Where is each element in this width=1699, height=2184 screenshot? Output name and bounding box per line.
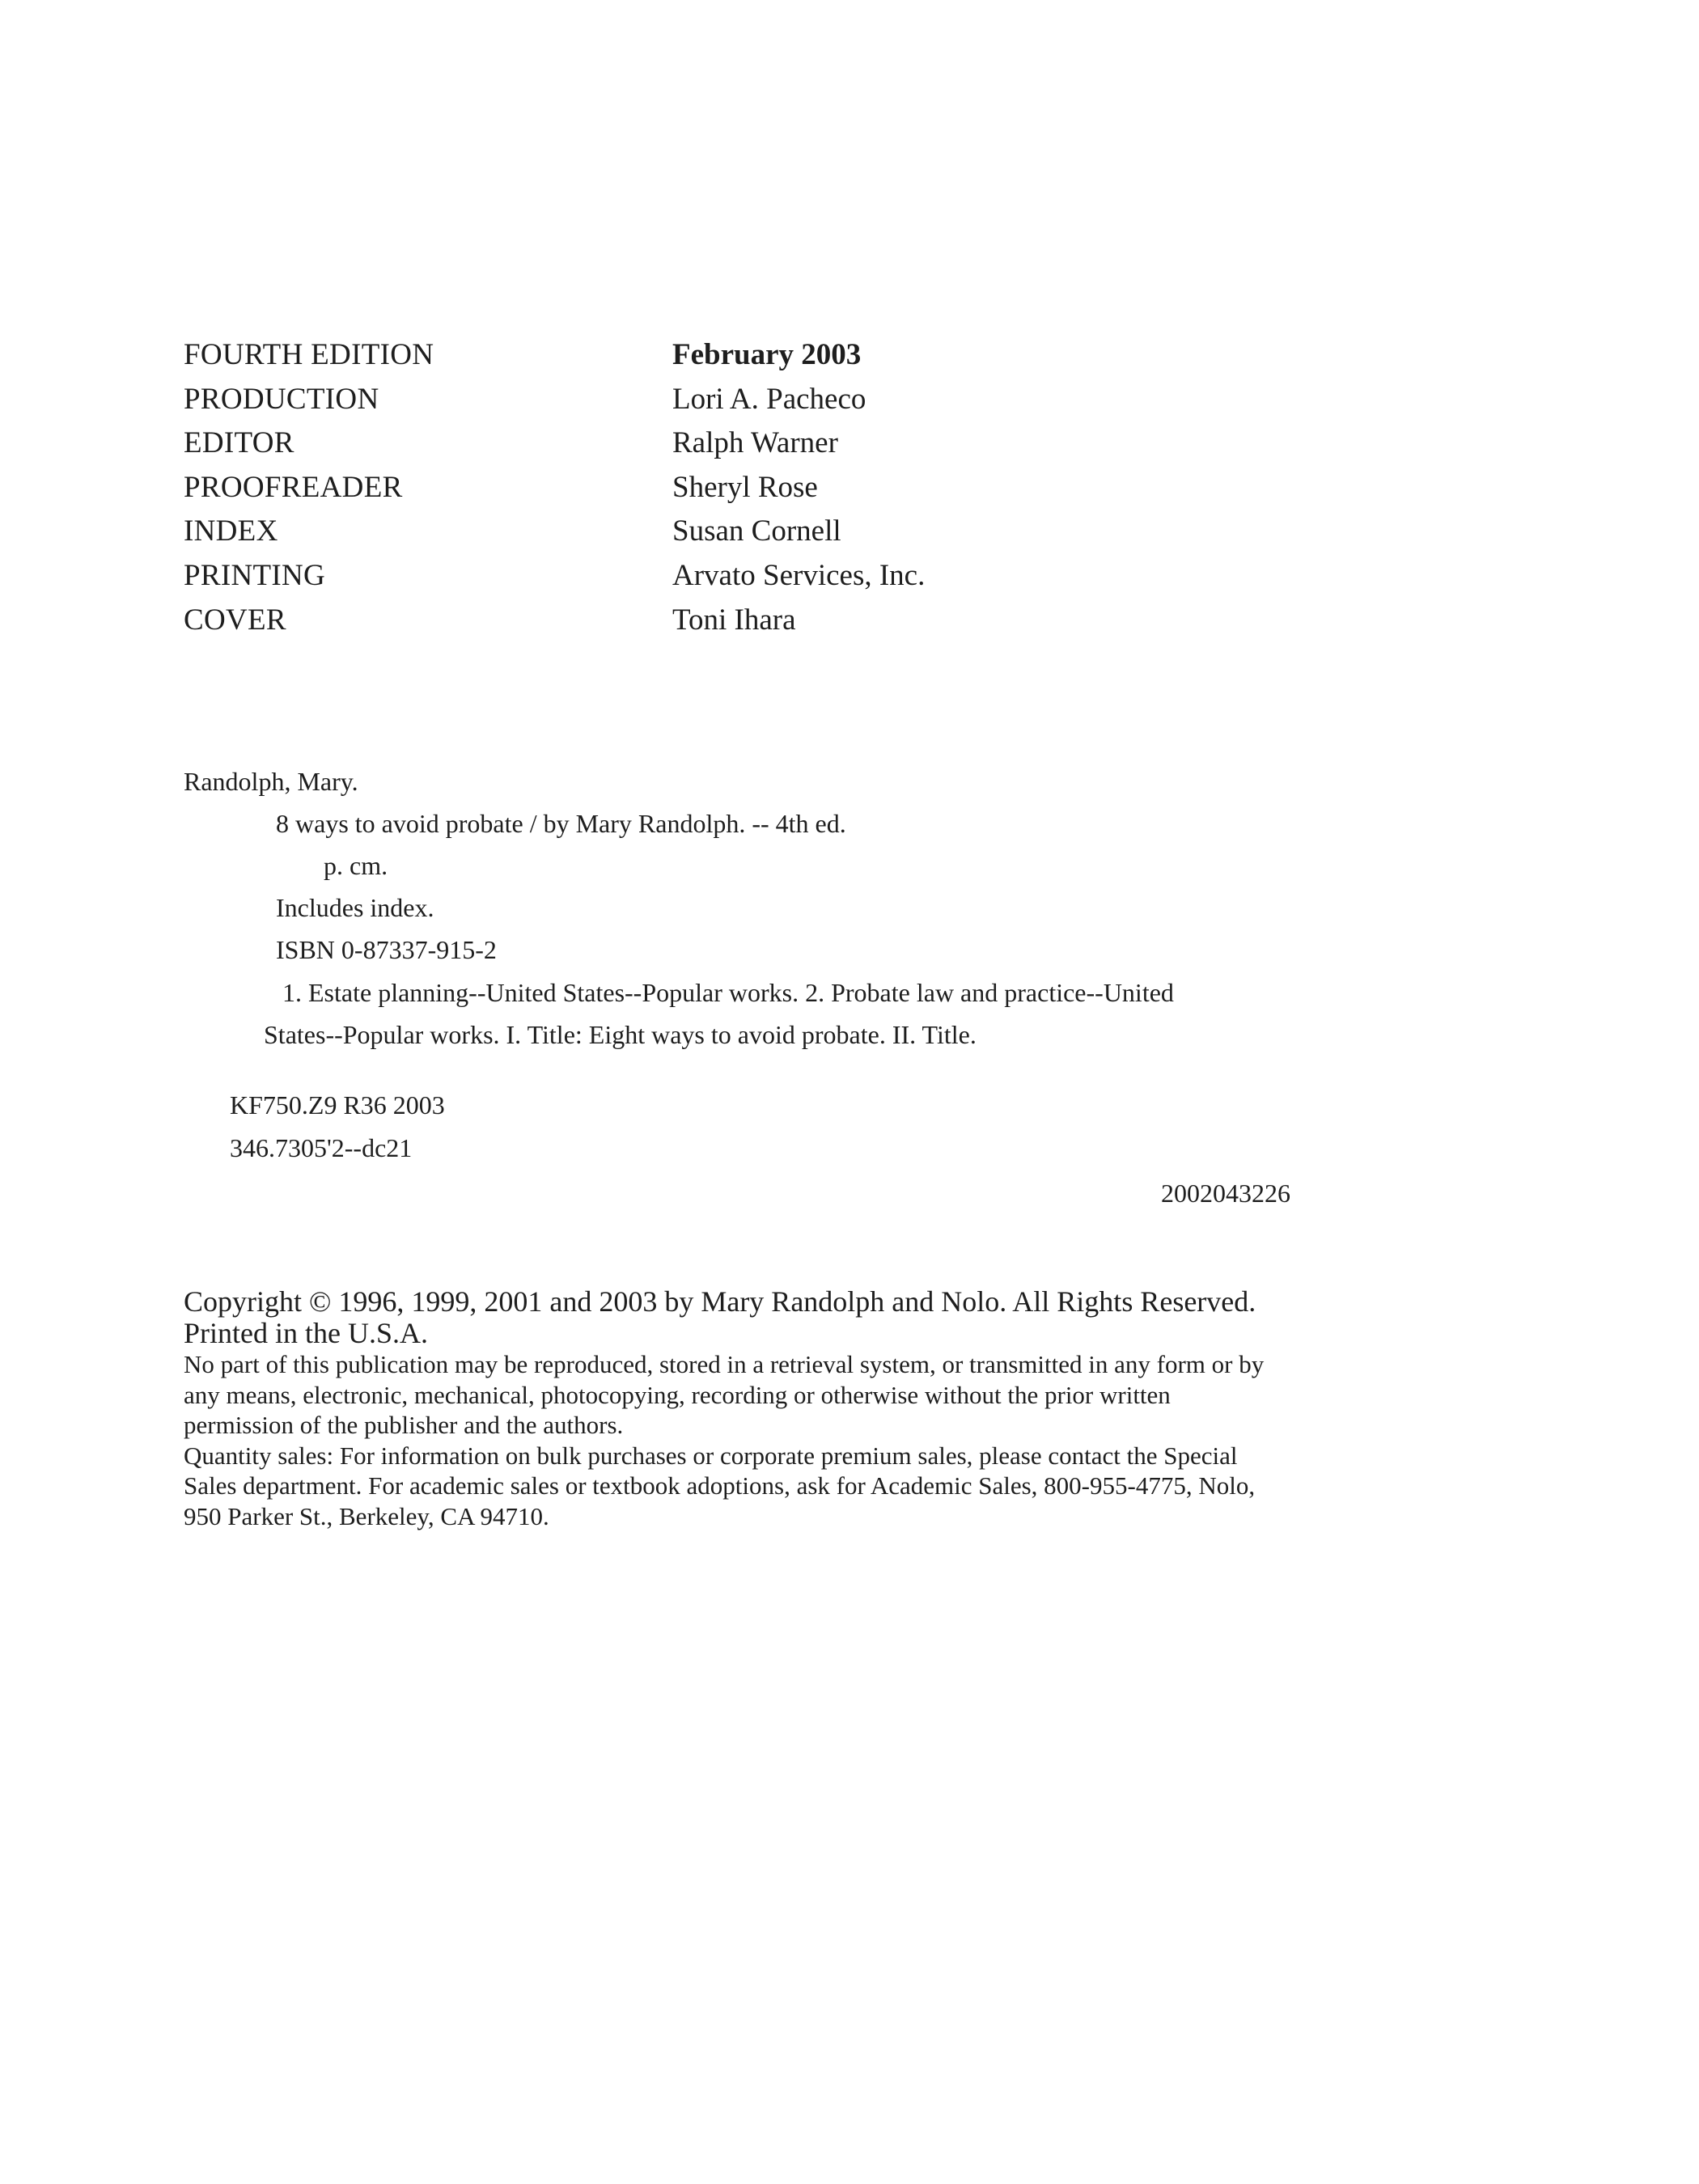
credit-row-editor (184, 421, 1155, 466)
cip-title-line: 8 ways to avoid probate / by Mary Randolph. -- 4th ed. (276, 809, 846, 838)
cip-dewey: 346.7305'2--dc21 (230, 1133, 413, 1162)
credit-name: Toni Ihara (672, 603, 796, 637)
quantity-sales-line: 950 Parker St., Berkeley, CA 94710. (184, 1501, 549, 1530)
credits-list (184, 333, 1155, 642)
reproduction-notice-line: No part of this publication may be reproduced, stored in a retrieval system, or transmitted in any form or by (184, 1350, 1265, 1378)
credit-role: INDEX (184, 514, 278, 548)
credit-role: FOURTH EDITION (184, 338, 434, 371)
cip-lc-class: KF750.Z9 R36 2003 (230, 1090, 445, 1120)
edition-date: February 2003 (672, 338, 862, 371)
credit-row-index (184, 510, 1155, 554)
credit-role: PROOFREADER (184, 470, 403, 504)
cip-subjects: 1. Estate planning--United States--Popular works. 2. Probate law and practice--United (282, 978, 1174, 1007)
credit-name: Lori A. Pacheco (672, 382, 866, 416)
credit-role: PRODUCTION (184, 382, 379, 416)
cip-subjects-continued: States--Popular works. I. Title: Eight ways to avoid probate. II. Title. (264, 1020, 977, 1049)
printed-in: Printed in the U.S.A. (184, 1317, 428, 1349)
copyright-notice (184, 1286, 1413, 1531)
credit-role: PRINTING (184, 558, 326, 592)
cip-lccn: 2002043226 (1161, 1179, 1290, 1208)
credit-row-printing (184, 554, 1155, 599)
cip-note: Includes index. (276, 893, 434, 922)
credit-row-cover (184, 599, 1155, 643)
cip-physical: p. cm. (324, 851, 388, 880)
reproduction-notice-line: permission of the publisher and the authors. (184, 1411, 624, 1439)
reproduction-notice-line: any means, electronic, mechanical, photocopying, recording or otherwise without the prior written (184, 1380, 1171, 1409)
copyright-statement: Copyright © 1996, 1999, 2001 and 2003 by Mary Randolph and Nolo. All Rights Reserved. (184, 1285, 1256, 1318)
credit-role: EDITOR (184, 426, 294, 460)
credit-row-edition (184, 333, 1155, 378)
credit-name: Susan Cornell (672, 514, 841, 548)
cip-isbn: ISBN 0-87337-915-2 (276, 935, 497, 964)
cip-author: Randolph, Mary. (184, 767, 358, 796)
credit-name: Arvato Services, Inc. (672, 558, 926, 592)
quantity-sales-line: Quantity sales: For information on bulk purchases or corporate premium sales, please contact the Special (184, 1441, 1238, 1470)
credit-row-proofreader (184, 466, 1155, 510)
credit-name: Ralph Warner (672, 426, 838, 460)
quantity-sales-line: Sales department. For academic sales or textbook adoptions, ask for Academic Sales, 800-955-4775, Nolo, (184, 1471, 1256, 1500)
credit-row-production (184, 378, 1155, 422)
credit-role: COVER (184, 603, 286, 637)
credit-name: Sheryl Rose (672, 470, 818, 504)
